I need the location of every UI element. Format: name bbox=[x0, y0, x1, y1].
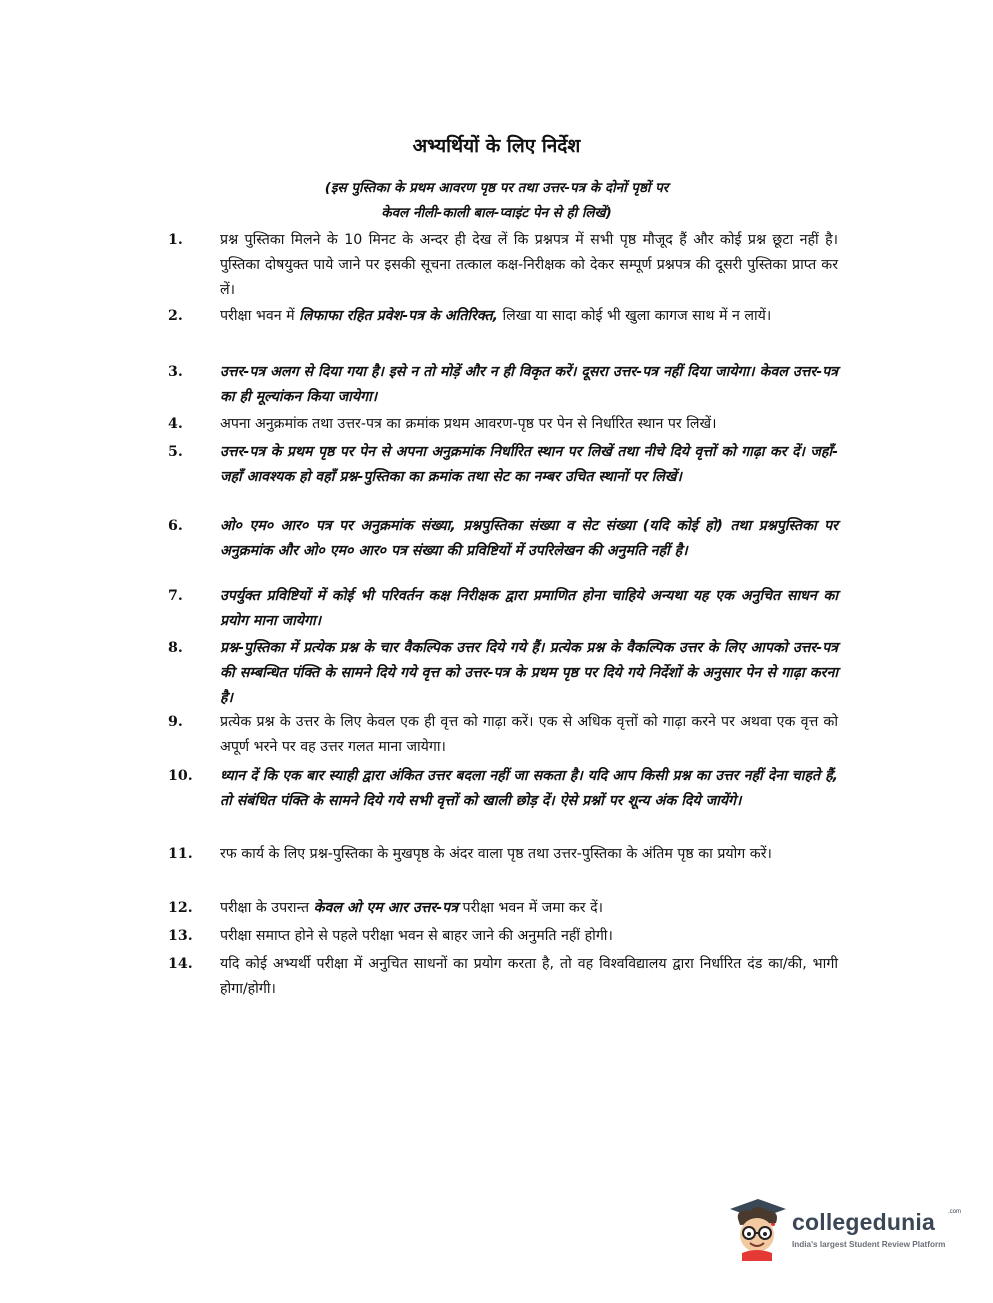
instruction-number: 10. bbox=[168, 768, 193, 784]
instruction-item-14 bbox=[168, 952, 838, 1002]
instruction-text: उत्तर-पत्र के प्रथम पृष्ठ पर पेन से अपना अनुक्रमांक निर्धारित स्थान पर लिखें तथा नीचे दिये वृत्तों को गाढ़ा कर दें। जहाँ-जहाँ आवश्यक हो वहाँ प्रश्न-पुस्तिका का क्रमांक तथा सेट का नम्बर उचित स्थानों पर लिखें। bbox=[220, 444, 838, 485]
instruction-text: उपर्युक्त प्रविष्टियों में कोई भी परिवर्तन कक्ष निरीक्षक द्वारा प्रमाणित होना चाहिये अन्यथा यह एक अनुचित साधन का प्रयोग माना जायेगा। bbox=[220, 588, 838, 629]
instruction-item-1 bbox=[168, 228, 838, 303]
instruction-text: ध्यान दें कि एक बार स्याही द्वारा अंकित उत्तर बदला नहीं जा सकता है। यदि आप किसी प्रश्न का उत्तर नहीं देना चाहते हैं, तो संबंधित पंक्ति के सामने दिये गये सभी वृत्तों को खाली छोड़ दें। ऐसे प्रश्नों पर शून्य अंक दिये जायेंगे। bbox=[220, 768, 838, 809]
instruction-text: यदि कोई अभ्यर्थी परीक्षा में अनुचित साधनों का प्रयोग करता है, तो वह विश्वविद्यालय द्वारा निर्धारित दंड का/की, भागी होगा/होगी। bbox=[220, 956, 838, 997]
instruction-text-part: परीक्षा भवन में bbox=[220, 308, 300, 324]
instruction-item-7 bbox=[168, 584, 838, 634]
brand-tagline: India's largest Student Review Platform bbox=[792, 1240, 946, 1249]
instruction-number: 3. bbox=[168, 364, 183, 380]
collegedunia-watermark bbox=[728, 1193, 968, 1265]
subtitle-line-1: (इस पुस्तिका के प्रथम आवरण पृष्ठ पर तथा उत्तर-पत्र के दोनों पृष्ठों पर bbox=[324, 180, 669, 196]
instruction-text: प्रत्येक प्रश्न के उत्तर के लिए केवल एक ही वृत्त को गाढ़ा करें। एक से अधिक वृत्तों को गाढ़ा करने पर अथवा एक वृत्त को अपूर्ण भरने पर वह उत्तर गलत माना जायेगा। bbox=[220, 714, 838, 755]
instruction-text bbox=[220, 896, 838, 921]
instruction-text: रफ कार्य के लिए प्रश्न-पुस्तिका के मुखपृष्ठ के अंदर वाला पृष्ठ तथा उत्तर-पुस्तिका के अंतिम पृष्ठ का प्रयोग करें। bbox=[220, 846, 772, 862]
instruction-number: 5. bbox=[168, 444, 183, 460]
subtitle-line-2: केवल नीली-काली बाल-प्वाइंट पेन से ही लिखें) bbox=[381, 205, 612, 221]
instruction-item-13 bbox=[168, 924, 838, 949]
instruction-number: 2. bbox=[168, 308, 183, 324]
instruction-item-5 bbox=[168, 440, 838, 490]
instruction-text: प्रश्न-पुस्तिका में प्रत्येक प्रश्न के चार वैकल्पिक उत्तर दिये गये हैं। प्रत्येक प्रश्न के वैकल्पिक उत्तर के लिए आपको उत्तर-पत्र की सम्बन्धित पंक्ति के सामने दिये गये वृत्त को उत्तर-पत्र के प्रथम पृष्ठ पर दिये गये निर्देशों के अनुसार पेन से गाढ़ा करना है। bbox=[220, 640, 838, 706]
brand-suffix: .com bbox=[948, 1209, 962, 1215]
instruction-text-emphasis: लिफाफा रहित प्रवेश-पत्र के अतिरिक्त, bbox=[299, 308, 498, 324]
instruction-number: 11. bbox=[168, 846, 193, 862]
instruction-text-part: परीक्षा भवन में जमा कर दें। bbox=[458, 900, 604, 916]
instruction-item-12 bbox=[168, 896, 838, 921]
instruction-text bbox=[220, 304, 838, 329]
instruction-item-10 bbox=[168, 764, 838, 814]
instruction-item-11 bbox=[168, 842, 838, 867]
instruction-text: परीक्षा समाप्त होने से पहले परीक्षा भवन से बाहर जाने की अनुमति नहीं होगी। bbox=[220, 928, 613, 944]
instruction-number: 6. bbox=[168, 518, 183, 534]
instruction-number: 12. bbox=[168, 900, 193, 916]
instruction-number: 1. bbox=[168, 232, 183, 248]
instruction-number: 8. bbox=[168, 640, 183, 656]
instruction-text-part: परीक्षा के उपरान्त bbox=[220, 900, 314, 916]
instruction-text: प्रश्न पुस्तिका मिलने के 10 मिनट के अन्दर ही देख लें कि प्रश्नपत्र में सभी पृष्ठ मौजूद हैं और कोई प्रश्न छूटा नहीं है। पुस्तिका दोषयुक्त पाये जाने पर इसकी सूचना तत्काल कक्ष-निरीक्षक को देकर सम्पूर्ण प्रश्नपत्र की दूसरी पुस्तिका प्राप्त कर लें। bbox=[220, 232, 838, 298]
instruction-item-6 bbox=[168, 514, 838, 564]
instruction-number: 14. bbox=[168, 956, 193, 972]
document-subtitle bbox=[0, 176, 993, 226]
instruction-item-8 bbox=[168, 636, 838, 711]
instruction-number: 4. bbox=[168, 416, 183, 432]
instruction-item-2 bbox=[168, 304, 838, 329]
brand-name: collegedunia bbox=[792, 1209, 935, 1235]
mascot-logo-icon bbox=[728, 1197, 788, 1261]
instruction-text-emphasis: केवल ओ एम आर उत्तर-पत्र bbox=[313, 900, 459, 916]
instruction-number: 13. bbox=[168, 928, 193, 944]
instruction-item-4 bbox=[168, 412, 838, 437]
instruction-item-3 bbox=[168, 360, 838, 410]
instruction-item-9 bbox=[168, 710, 838, 760]
instruction-number: 9. bbox=[168, 714, 183, 730]
instruction-text: अपना अनुक्रमांक तथा उत्तर-पत्र का क्रमांक प्रथम आवरण-पृष्ठ पर पेन से निर्धारित स्थान पर लिखें। bbox=[220, 416, 717, 432]
instruction-text: ओ० एम० आर० पत्र पर अनुक्रमांक संख्या, प्रश्नपुस्तिका संख्या व सेट संख्या (यदि कोई हो) तथा प्रश्नपुस्तिका पर अनुक्रमांक और ओ० एम० आर० पत्र संख्या की प्रविष्टियों में उपरिलेखन की अनुमति नहीं है। bbox=[220, 518, 838, 559]
instruction-number: 7. bbox=[168, 588, 183, 604]
document-title: अभ्यर्थियों के लिए निर्देश bbox=[412, 135, 581, 157]
instruction-text: उत्तर-पत्र अलग से दिया गया है। इसे न तो मोड़ें और न ही विकृत करें। दूसरा उत्तर-पत्र नहीं दिया जायेगा। केवल उत्तर-पत्र का ही मूल्यांकन किया जायेगा। bbox=[220, 364, 838, 405]
instruction-text-part: लिखा या सादा कोई भी खुला कागज साथ में न लायें। bbox=[497, 308, 772, 324]
